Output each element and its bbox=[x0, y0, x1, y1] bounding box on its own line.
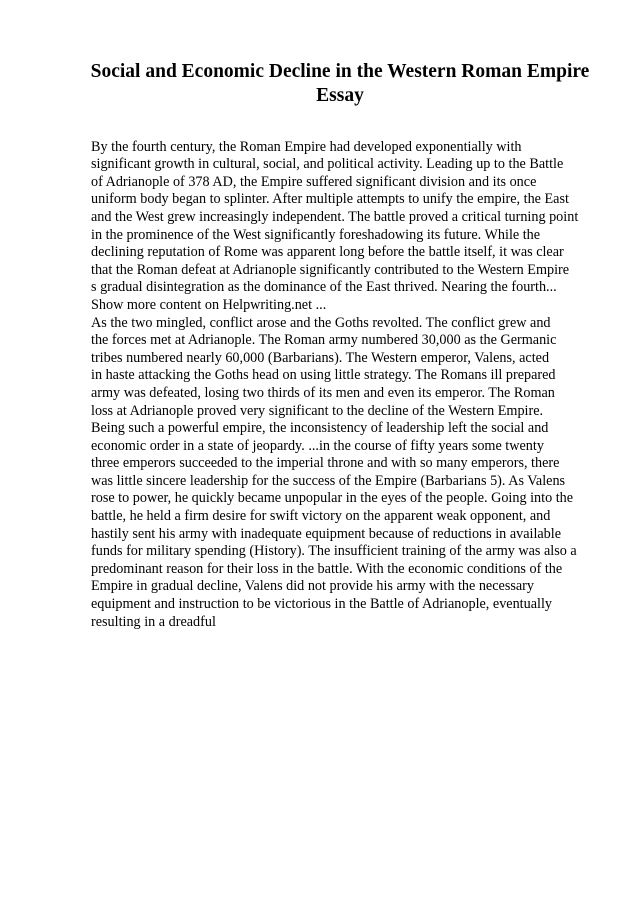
essay-body bbox=[91, 121, 611, 649]
paragraph-1: By the fourth century, the Roman Empire had developed exponentially with significant growth in cultural, social, and political activity. Leading up to the Battle of Adrianople of 378 AD, the Empire suffered significant division and its once uniform body began to splinter. After multiple attempts to unify the empire, the East and the West grew increasingly independent. The battle proved a critical turning point in the prominence of the West significantly foreshadowing its future. While the declining reputation of Rome was apparent long before the battle itself, it was clear that the Roman defeat at Adrianople significantly contributed to the Western Empire s gradual disintegration as the dominance of the East thrived. Nearing the fourth... Show more content on Helpwriting.net ... bbox=[91, 138, 579, 313]
paragraph-2: As the two mingled, conflict arose and the Goths revolted. The conflict grew and the forces met at Adrianople. The Roman army numbered 30,000 as the Germanic tribes numbered nearly 60,000 (Barbarians). The Western emperor, Valens, acted in haste attacking the Goths head on using little strategy. The Romans ill prepared army was defeated, losing two thirds of its men and even its emperor. The Roman loss at Adrianople proved very significant to the decline of the Western Empire. Being such a powerful empire, the inconsistency of leadership left the social and economic order in a state of jeopardy. ...in the course of fifty years some twenty three emperors succeeded to the imperial throne and with so many emperors, there was little sincere leadership for the success of the Empire (Barbarians 5). As Valens rose to power, he quickly became unpopular in the eyes of the people. Going into the battle, he held a firm desire for swift victory on the apparent weak opponent, and hastily sent his army with inadequate equipment because of reductions in available funds for military spending (History). The insufficient training of the army was also a predominant reason for their loss in the battle. With the economic conditions of the Empire in gradual decline, Valens did not provide his army with the necessary equipment and instruction to be victorious in the Battle of Adrianople, eventually resulting in a dreadful bbox=[91, 314, 577, 630]
page-title: Social and Economic Decline in the Western Roman Empire Essay bbox=[90, 61, 590, 106]
